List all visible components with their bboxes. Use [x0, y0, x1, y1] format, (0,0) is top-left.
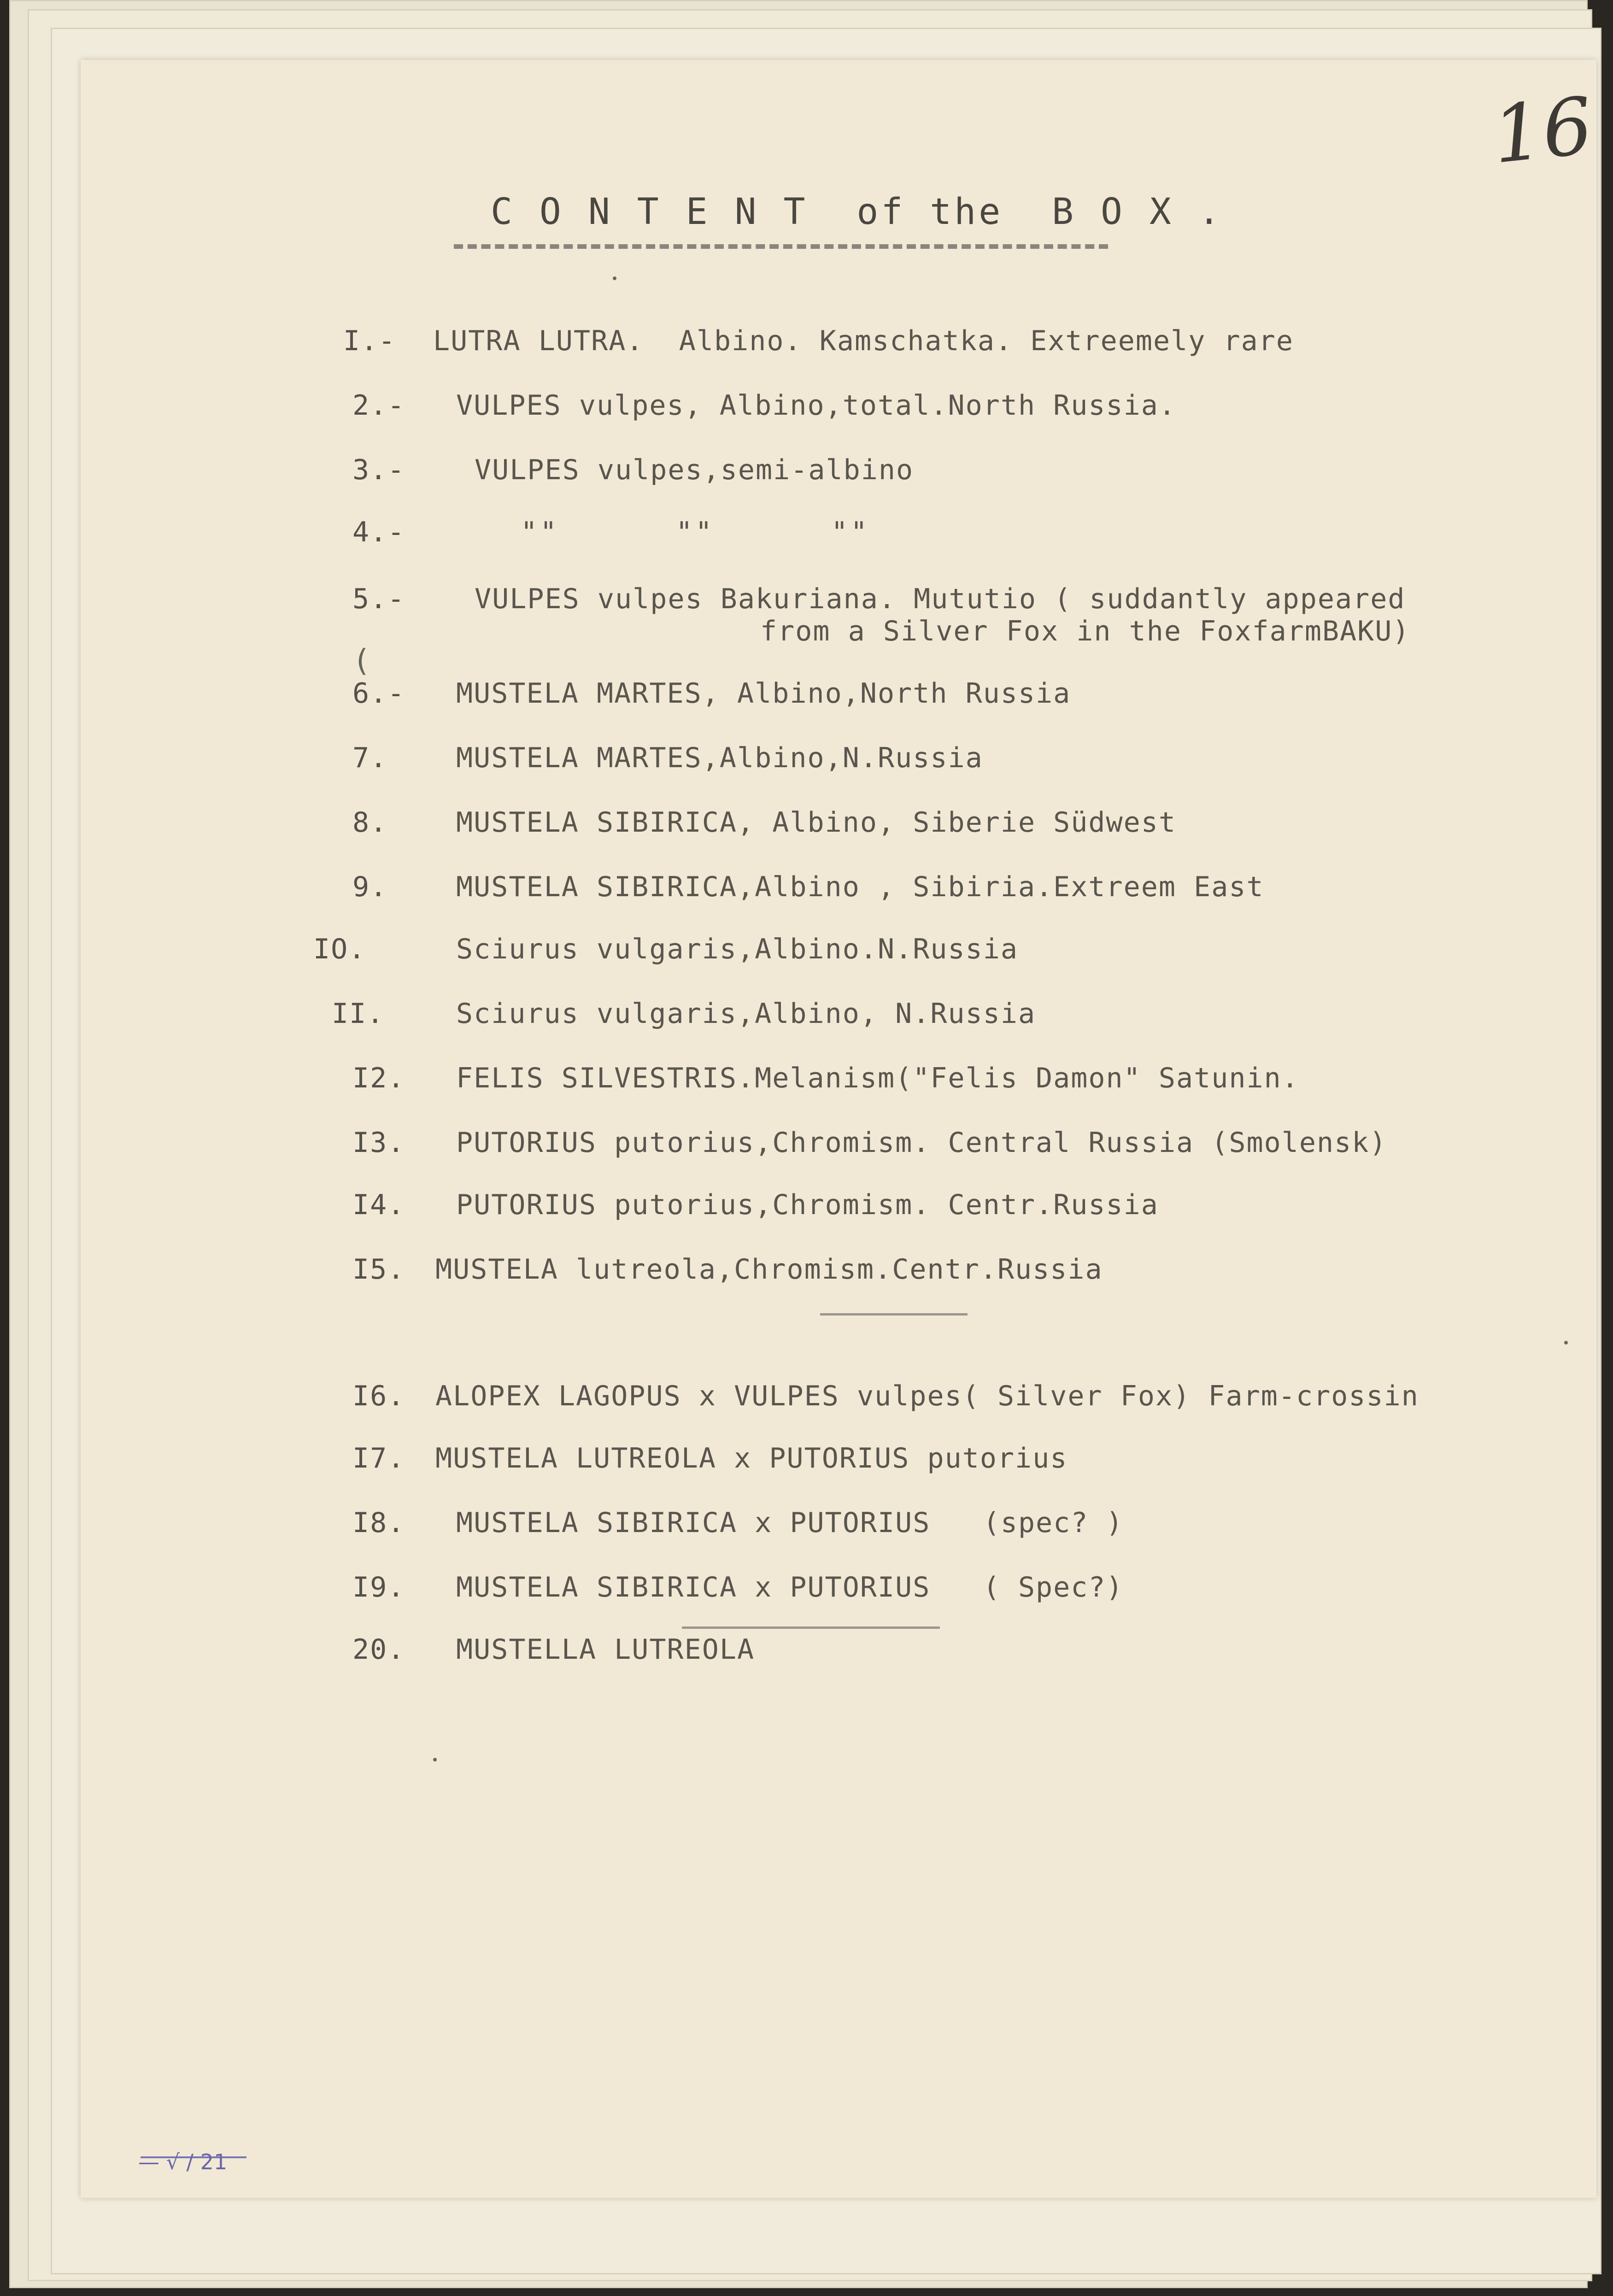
entry-number: II.: [332, 998, 385, 1030]
entry-number: I3.: [352, 1127, 405, 1159]
pencil-annotation: — √ / 21: [138, 2149, 228, 2174]
list-item: [352, 1253, 1103, 1350]
entry-number: 20.: [352, 1633, 405, 1666]
ditto-marks: "" "" "": [521, 516, 870, 548]
entry-text: LUTRA LUTRA. Albino. Kamschatka. Extreemely rare: [433, 325, 1294, 357]
entry-text: VULPES vulpes, Albino,total.North Russia.: [456, 389, 1177, 422]
entry-text: Sciurus vulgaris,Albino.N.Russia: [456, 933, 1018, 965]
entry-number: I6.: [352, 1380, 405, 1412]
entry-number: 6.-: [352, 677, 405, 710]
entry-text: MUSTELA MARTES, Albino,North Russia: [456, 677, 1071, 710]
entry-number: 9.: [352, 871, 388, 903]
entry-number: 8.: [352, 806, 388, 839]
entry-text: MUSTELA SIBIRICA,Albino , Sibiria.Extreem East: [456, 871, 1264, 903]
entry-text: PUTORIUS putorius,Chromism. Central Russia (Smolensk): [456, 1127, 1387, 1159]
entry-number: I4.: [352, 1189, 405, 1221]
list-item: [352, 1633, 755, 1730]
entry-text: MUSTELA SIBIRICA x PUTORIUS (spec? ): [456, 1507, 1124, 1539]
entry-divider: [682, 1627, 940, 1629]
entry-text: MUSTELA SIBIRICA, Albino, Siberie Südwest: [456, 806, 1177, 839]
entry-number: 7.: [352, 742, 388, 774]
page-number: 16: [1488, 80, 1597, 182]
entry-number: IO.: [313, 933, 366, 965]
ink-speck: [433, 1758, 437, 1762]
entry-text: MUSTELA LUTREOLA x PUTORIUS putorius: [435, 1442, 1068, 1474]
entry-text: FELIS SILVESTRIS.Melanism("Felis Damon" Satunin.: [456, 1062, 1299, 1094]
entry-number: I.-: [343, 325, 396, 357]
entry-text: Sciurus vulgaris,Albino, N.Russia: [456, 998, 1036, 1030]
entry-number: I8.: [352, 1507, 405, 1539]
entry-text: VULPES vulpes,semi-albino: [475, 454, 914, 486]
entry-text: MUSTELLA LUTREOLA: [456, 1633, 755, 1666]
ink-speck: [1564, 1341, 1568, 1345]
section-divider: [820, 1313, 968, 1315]
document-title: C O N T E N T of the B O X .: [491, 191, 1223, 233]
entry-text: MUSTELA SIBIRICA x PUTORIUS ( Spec?): [456, 1571, 1124, 1603]
entry-number: 5.-: [352, 583, 405, 615]
entry-number: I5.: [352, 1253, 405, 1286]
entry-number: I9.: [352, 1571, 405, 1603]
entry-text: MUSTELA MARTES,Albino,N.Russia: [456, 742, 983, 774]
entry-text-continued: from a Silver Fox in the FoxfarmBAKU): [760, 615, 1410, 647]
handwritten-bracket: (: [352, 643, 371, 678]
entry-number: 3.-: [352, 454, 405, 486]
entry-text: VULPES vulpes Bakuriana. Mututio ( suddantly appeared: [475, 583, 1406, 615]
ink-speck: [613, 276, 616, 280]
entry-number: I2.: [352, 1062, 405, 1094]
entry-number: 4.-: [352, 516, 405, 548]
entry-text: PUTORIUS putorius,Chromism. Centr.Russia: [456, 1189, 1159, 1221]
title-underline: [454, 244, 1108, 249]
entry-text: MUSTELA lutreola,Chromism.Centr.Russia: [435, 1253, 1103, 1286]
entry-number: 2.-: [352, 389, 405, 422]
entry-text: ALOPEX LAGOPUS x VULPES vulpes( Silver Fox) Farm-crossin: [435, 1380, 1419, 1412]
entry-number: I7.: [352, 1442, 405, 1474]
